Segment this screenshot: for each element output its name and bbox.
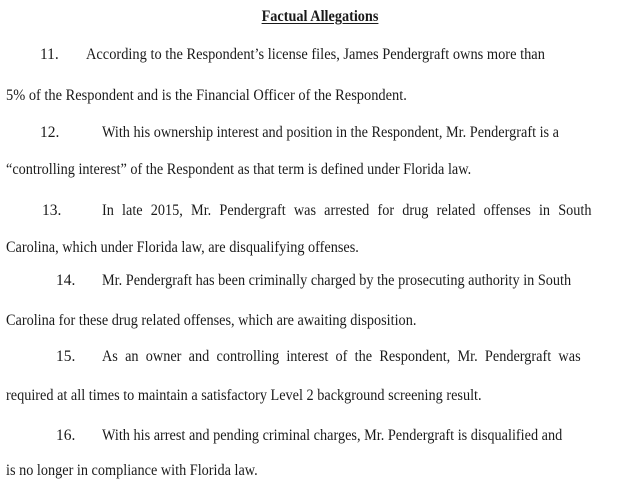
paragraph-text-line: Carolina for these drug related offenses, which are awaiting disposition. <box>6 312 417 329</box>
paragraph-number: 13. <box>42 202 62 219</box>
paragraph-text-line: Carolina, which under Florida law, are disqualifying offenses. <box>6 239 359 256</box>
paragraph-text-line: In late 2015, Mr. Pendergraft was arrested for drug related offenses in South <box>102 202 592 219</box>
paragraph-text-line: is no longer in compliance with Florida law. <box>6 462 258 479</box>
paragraph-text-line: required at all times to maintain a satisfactory Level 2 background screening result. <box>6 387 482 404</box>
paragraph-text-line: As an owner and controlling interest of the Respondent, Mr. Pendergraft was <box>102 348 581 365</box>
paragraph-text-line: With his ownership interest and position in the Respondent, Mr. Pendergraft is a <box>102 124 560 141</box>
paragraph-number: 14. <box>56 272 76 289</box>
paragraph-number: 12. <box>40 124 60 141</box>
paragraph-number: 16. <box>56 427 76 444</box>
paragraph-number: 15. <box>56 348 76 365</box>
section-heading: Factual Allegations <box>261 8 379 25</box>
paragraph-text-line: Mr. Pendergraft has been criminally charged by the prosecuting authority in South <box>102 272 572 289</box>
paragraph-text-line: “controlling interest” of the Respondent as that term is defined under Florida law. <box>6 161 472 178</box>
paragraph-text-line: 5% of the Respondent and is the Financial Officer of the Respondent. <box>6 87 407 104</box>
paragraph-text-line: According to the Respondent’s license files, James Pendergraft owns more than <box>86 46 545 63</box>
paragraph-number: 11. <box>40 46 59 63</box>
paragraph-text-line: With his arrest and pending criminal charges, Mr. Pendergraft is disqualified and <box>102 427 563 444</box>
